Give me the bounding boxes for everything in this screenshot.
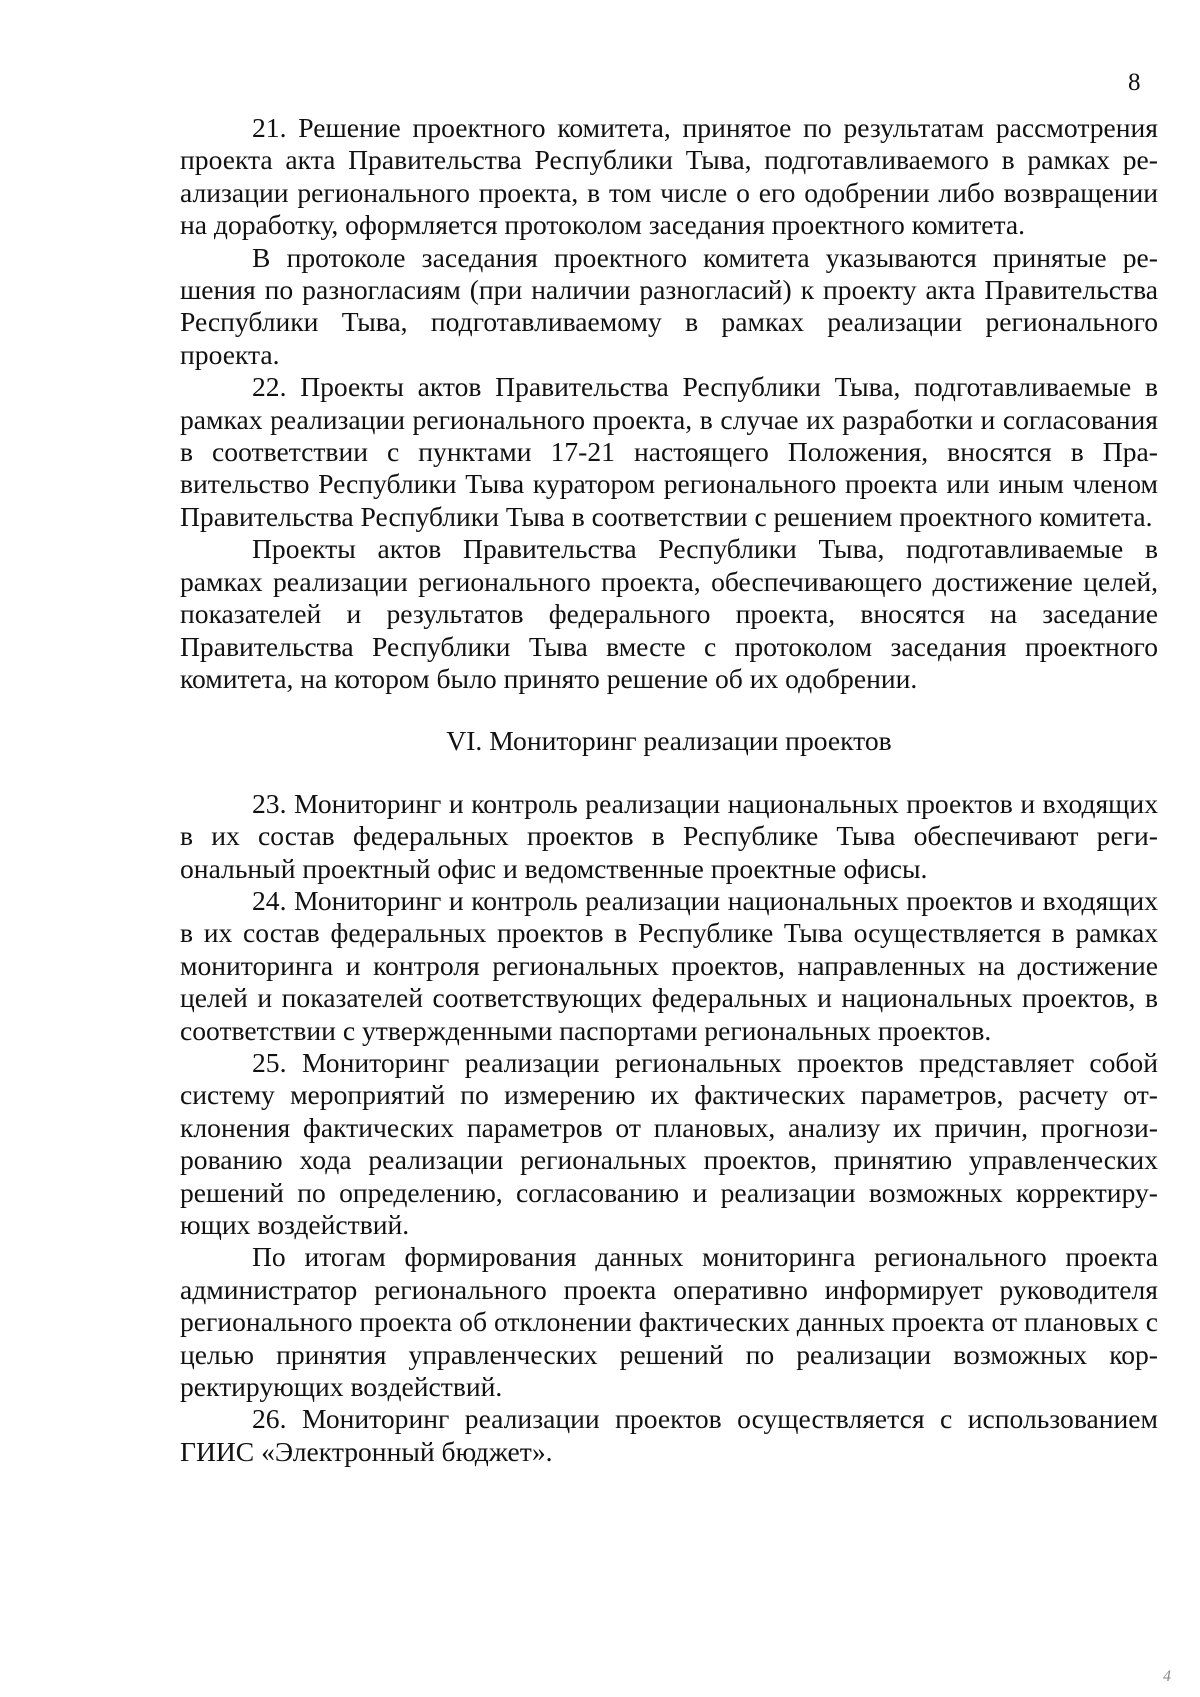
document-body: [180, 112, 1158, 1468]
paragraph-22: 22. Проекты актов Правительства Республики Тыва, подготавливаемые в рамках реализации регионального проекта, в случае их разработки и согласования в соответствии с пунктами 17-21 настоящего Положения, вносятся в Правительство Республики Тыва куратором регионального проекта или иным членом Правительства Республики Тыва в соответствии с решением проектного комитета.: [180, 371, 1158, 532]
section-heading: VI. Мониторинг реализации проектов: [446, 725, 892, 757]
paragraph-24: 24. Мониторинг и контроль реализации национальных проектов и входящих в их состав федеральных проектов в Республике Тыва осуществляется в рамках мониторинга и контроля региональных проектов, направленных на достижение целей и показателей соответствующих федеральных и национальных проектов, в соответствии с утвержденными паспортами региональных проектов.: [180, 884, 1158, 1046]
paragraph-26: 26. Мониторинг реализации проектов осуществляется с использованием ГИИС «Электронный бюджет».: [180, 1403, 1158, 1467]
paragraph-projects-acts: Проекты актов Правительства Республики Тыва, подготавливаемые в рамках реализации регионального проекта, обеспечивающего достижение целей, показателей и результатов федерального проекта, вносятся на заседание Правительства Республики Тыва вместе с протоколом заседания проектного комитета, на котором было принято решение об их одобрении.: [180, 533, 1158, 694]
paragraph-23: 23. Мониторинг и контроль реализации национальных проектов и входящих в их состав федеральных проектов в Республике Тыва обеспечивают региональный проектный офис и ведомственные проектные офисы.: [180, 787, 1158, 884]
paragraph-monitoring-results: По итогам формирования данных мониторинга регионального проекта администратор регионального проекта оперативно информирует руководителя регионального проекта об отклонении фактических данных проекта от плановых с целью принятия управленческих решений по реализации возможных корректирующих воздействий.: [180, 1241, 1158, 1403]
paragraph-21: 21. Решение проектного комитета, принятое по результатам рассмотрения проекта акта Правительства Республики Тыва, подготавливаемого в рамках реализации регионального проекта, в том числе о его одобрении либо возвращении на доработку, оформляется протоколом заседания проектного комитета.: [180, 112, 1158, 241]
paragraph-25: 25. Мониторинг реализации региональных проектов представляет собой систему мероприятий по измерению их фактических параметров, расчету отклонения фактических параметров от плановых, анализу их причин, прогнозированию хода реализации региональных проектов, принятию управленческих решений по определению, согласованию и реализации возможных корректирующих воздействий.: [180, 1046, 1158, 1240]
page-number: 8: [1128, 69, 1141, 96]
paragraph-protocol: В протоколе заседания проектного комитета указываются принятые решения по разногласиям (при наличии разногласий) к проекту акта Правительства Республики Тыва, подготавливаемому в рамках реализации регионального проекта.: [180, 241, 1158, 370]
corner-mark: 4: [1163, 1668, 1171, 1685]
